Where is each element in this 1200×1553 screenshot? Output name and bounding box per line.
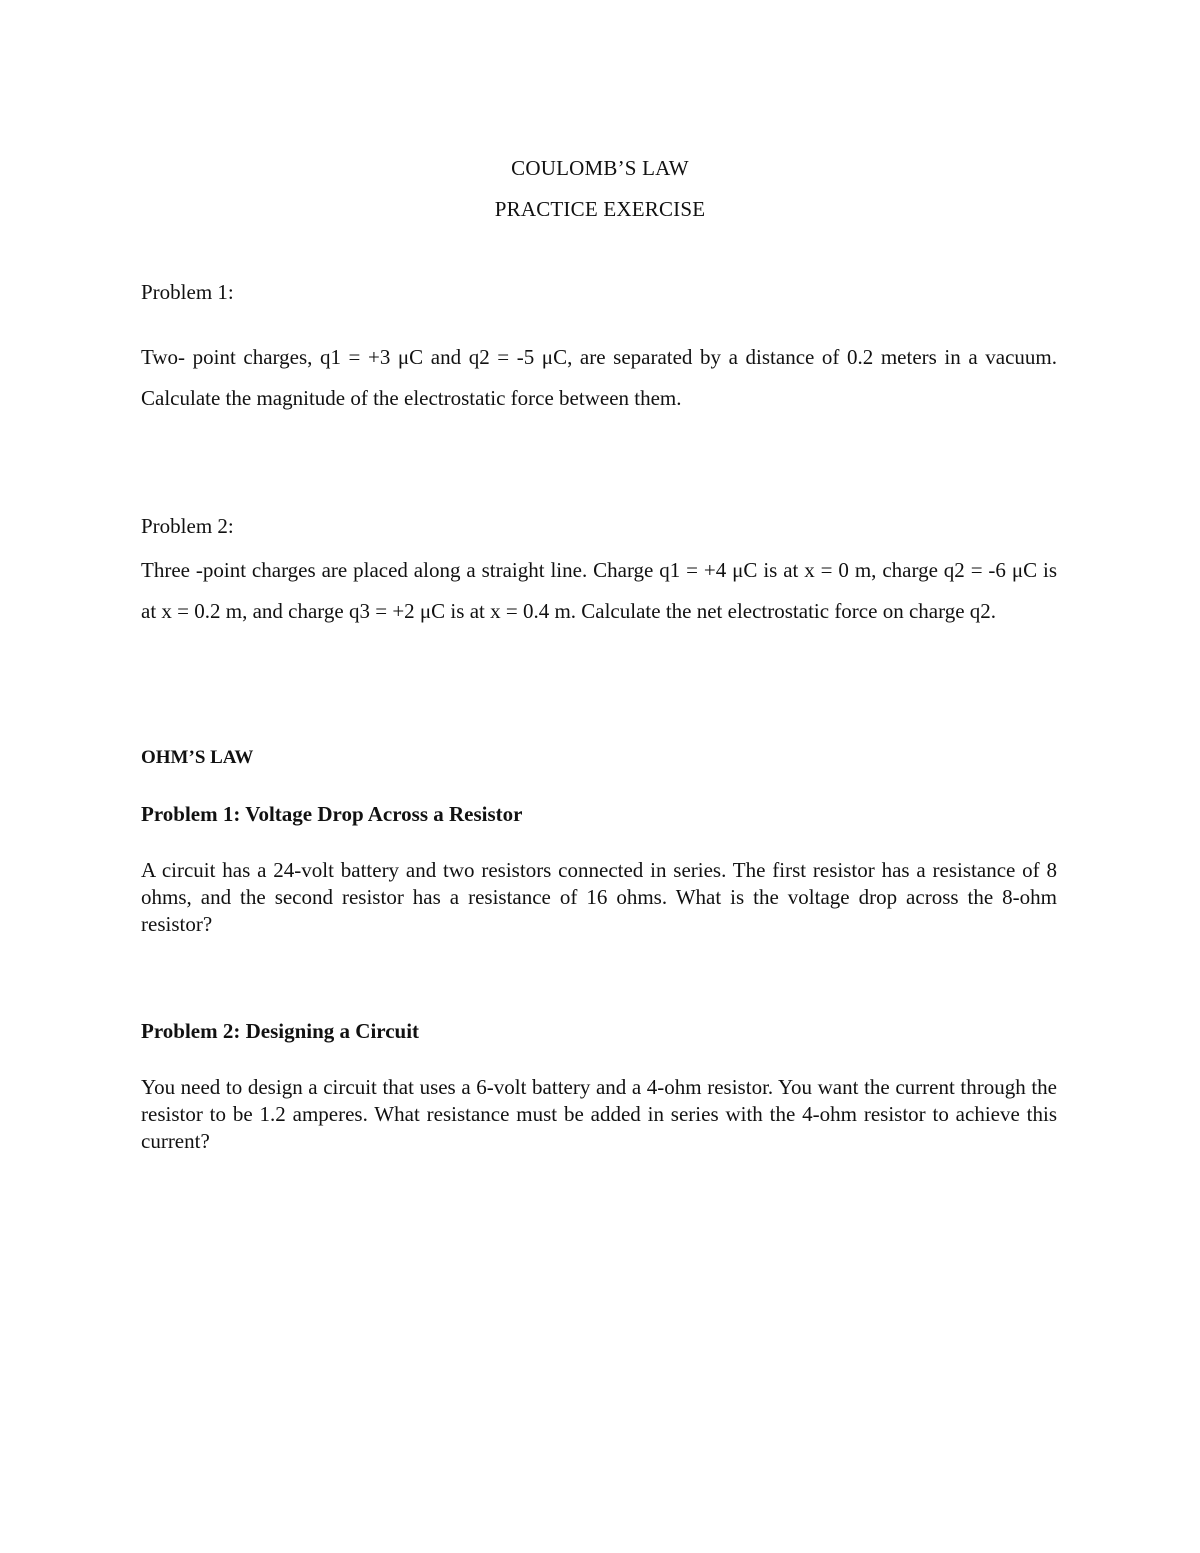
ohms-law-section-title: OHM’S LAW — [141, 747, 254, 768]
ohm-problem-2-text: You need to design a circuit that uses a 6-volt battery and a 4-ohm resistor. You want the current through the resistor to be 1.2 amperes. What resistance must be added in series with the 4-ohm resistor to achieve this current? — [141, 1075, 1057, 1153]
page-title: COULOMB’S LAW — [511, 156, 689, 180]
coulomb-problem-2-text: Three -point charges are placed along a straight line. Charge q1 = +4 μC is at x = 0 m, charge q2 = -6 μC is at x = 0.2 m, and charge q3 = +2 μC is at x = 0.4 m. Calculate the net electrostatic force on charge q2. — [141, 558, 1057, 623]
coulomb-problem-1-label: Problem 1: — [141, 280, 234, 304]
coulomb-problem-2-label: Problem 2: — [141, 514, 234, 538]
page-subtitle: PRACTICE EXERCISE — [494, 197, 706, 221]
ohm-problem-1-heading: Problem 1: Voltage Drop Across a Resistor — [141, 802, 523, 826]
coulomb-problem-1-text: Two- point charges, q1 = +3 μC and q2 = -5 μC, are separated by a distance of 0.2 meters in a vacuum. Calculate the magnitude of the electrostatic force between them. — [141, 345, 1057, 410]
ohm-problem-1-text: A circuit has a 24-volt battery and two resistors connected in series. The first resistor has a resistance of 8 ohms, and the second resistor has a resistance of 16 ohms. What is the voltage drop across the 8-ohm resistor? — [141, 858, 1057, 936]
ohm-problem-2-heading: Problem 2: Designing a Circuit — [141, 1019, 420, 1043]
